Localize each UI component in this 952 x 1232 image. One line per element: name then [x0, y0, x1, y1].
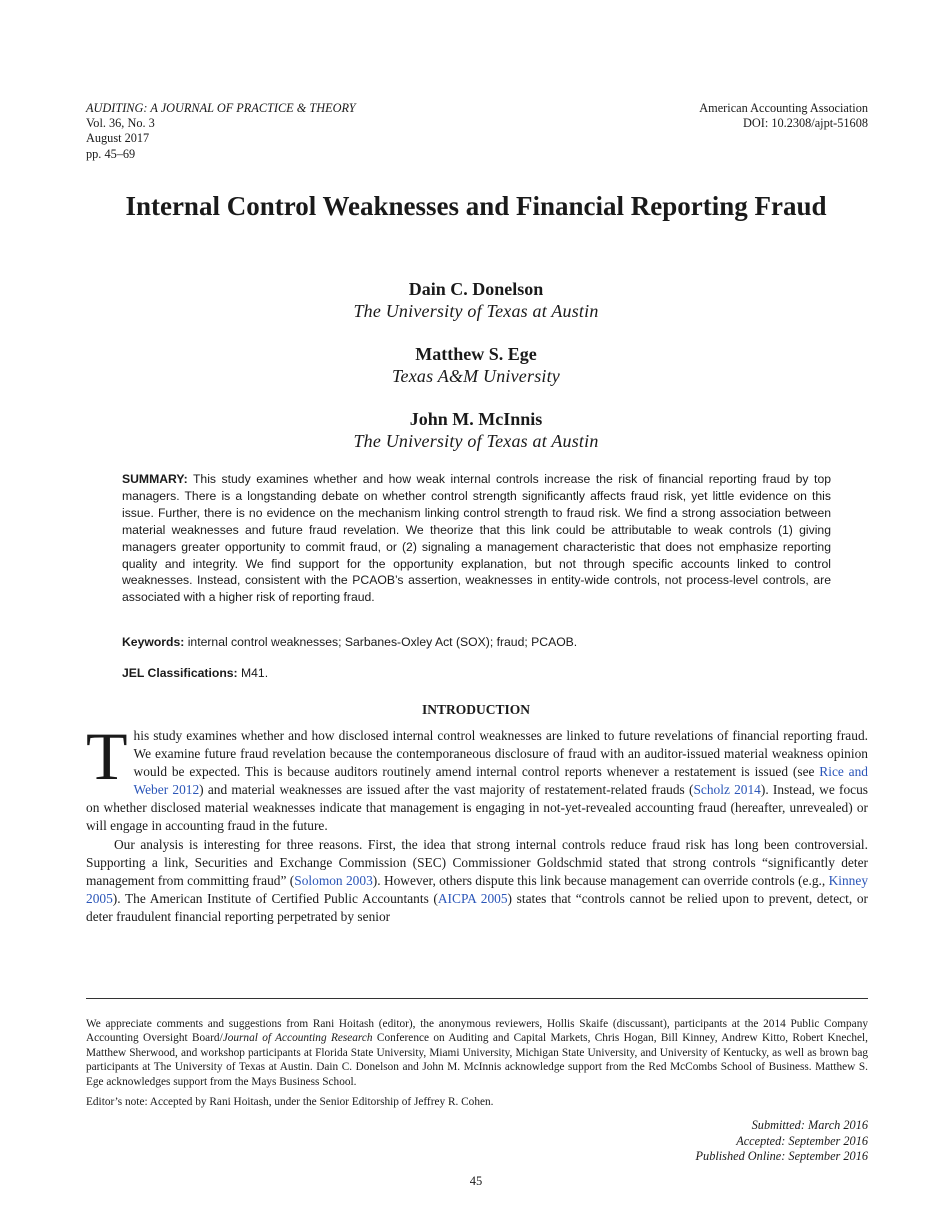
paper-title: Internal Control Weaknesses and Financial Reporting Fraud	[125, 191, 827, 221]
submitted-date: Submitted: March 2016	[751, 1118, 868, 1132]
author-affiliation: Texas A&M University	[392, 366, 560, 386]
citation-link[interactable]: AICPA 2005	[437, 890, 508, 906]
keywords-text: internal control weaknesses; Sarbanes-Oxley Act (SOX); fraud; PCAOB.	[187, 635, 578, 649]
author-3	[0, 408, 952, 452]
jel-classifications	[122, 665, 831, 681]
intro-text: his study examines whether and how disclosed internal control weaknesses are linked to future revelations of financial reporting fraud. We examine future fraud revelation because the contemporaneous disclosure of fraud with an auditor-issued material weakness opinion would be expected. This is because auditors routinely amend internal control reports whenever a restatement is issued (see	[133, 728, 868, 780]
author-name: Dain C. Donelson	[408, 279, 544, 299]
ack-text: We appreciate comments and suggestions from Rani Hoitash (editor), the anonymous reviewers, Hollis Skaife (discussant), participants at the 2014 Public Company Accounting Oversight Board/	[86, 1018, 868, 1045]
editor-note: Editor’s note: Accepted by Rani Hoitash, under the Senior Editorship of Jeffrey R. Cohen.	[86, 1096, 494, 1109]
introduction-body	[86, 718, 869, 926]
intro-text: ). Instead, we focus on whether disclosed material weaknesses indicate that management is engaging in not-yet-revealed accounting fraud (hereafter, unrevealed) or will engage in accounting fraud in the future.	[86, 782, 868, 834]
drop-cap: T	[86, 718, 128, 794]
intro-paragraph-2	[86, 836, 868, 926]
ack-text: Conference on Auditing and Capital Markets, Chris Hogan, Bill Kinney, Andrew Kitto, Robert Knechel, Matthew Sherwood, and workshop participants at Florida State University, Miami University, Michigan State University, and University of Kentucky, as well as brown bag participants at The University of Texas at Austin. Dain C. Donelson and John M. McInnis acknowledge support from the Red McCombs School of Business. Matthew S. Ege acknowledges support from the Mays Business School.	[86, 1032, 868, 1088]
journal-header-right	[699, 101, 868, 131]
accepted-date: Accepted: September 2016	[736, 1133, 868, 1148]
journal-header-left	[86, 101, 356, 162]
jel-text: M41.	[241, 666, 269, 680]
citation-link[interactable]: Solomon 2003	[294, 872, 373, 888]
jel-label: JEL Classifications:	[122, 666, 238, 680]
author-name: John M. McInnis	[409, 409, 543, 429]
journal-name: AUDITING: A JOURNAL OF PRACTICE & THEORY	[86, 101, 356, 115]
summary-text: This study examines whether and how weak internal controls increase the risk of financial reporting fraud by top managers. There is a longstanding debate on whether control strength significantly affects fraud risk, yet little evidence on this issue. Further, there is no evidence on the mechanism linking control strength to fraud risk. We find a strong association between material weaknesses and future fraud revelation. We theorize that this link could be attributable to weak controls (1) giving managers greater opportunity to commit fraud, or (2) signaling a management characteristic that does not emphasize reporting quality and integrity. We find support for the opportunity explanation, but not through specific accounts linked to control weaknesses. Instead, consistent with the PCAOB’s assertion, weaknesses in entity-wide controls, not process-level controls, are associated with a higher risk of reporting fraud.	[122, 472, 831, 605]
publication-dates	[696, 1118, 868, 1165]
ack-journal: Journal of Accounting Research	[222, 1032, 373, 1045]
intro-text: ). However, others dispute this link because management can override controls (e.g.,	[372, 872, 829, 888]
journal-date: August 2017	[86, 131, 150, 146]
author-name: Matthew S. Ege	[415, 344, 537, 364]
intro-paragraph-1	[86, 718, 869, 836]
intro-text: ) and material weaknesses are issued after the vast majority of restatement-related frauds (	[199, 782, 694, 798]
journal-pages: pp. 45–69	[86, 146, 136, 161]
intro-text: ) states that “controls cannot be relied upon to prevent, detect, or deter fraudulent financial reporting perpetrated by senior	[86, 890, 868, 924]
summary-label: SUMMARY:	[122, 472, 188, 486]
author-affiliation: The University of Texas at Austin	[353, 301, 599, 321]
author-1	[0, 278, 952, 322]
journal-volume: Vol. 36, No. 3	[86, 116, 155, 131]
abstract-summary	[122, 471, 831, 606]
citation-link[interactable]: Rice and Weber 2012	[133, 764, 869, 798]
page-number: 45	[469, 1174, 483, 1188]
published-date: Published Online: September 2016	[695, 1149, 868, 1164]
keywords	[122, 634, 831, 650]
author-affiliation: The University of Texas at Austin	[353, 431, 599, 451]
author-2	[0, 343, 952, 387]
doi-link[interactable]: DOI: 10.2308/ajpt-51608	[742, 116, 868, 131]
citation-link[interactable]: Scholz 2014	[693, 782, 761, 798]
intro-text: ). The American Institute of Certified Public Accountants (	[112, 890, 438, 906]
section-heading-introduction: INTRODUCTION	[421, 702, 530, 717]
footnotes	[86, 1017, 868, 1115]
keywords-label: Keywords:	[122, 635, 185, 649]
publisher: American Accounting Association	[699, 101, 868, 115]
citation-link[interactable]: Kinney 2005	[86, 872, 869, 906]
footnote-divider	[86, 998, 868, 999]
intro-text: Our analysis is interesting for three reasons. First, the idea that strong internal controls reduce fraud risk has long been controversial. Supporting a link, Securities and Exchange Commission (SEC) Commissioner Goldschmid stated that strong controls “significantly deter management from committing fraud” (	[86, 836, 868, 888]
acknowledgements	[86, 1017, 868, 1089]
